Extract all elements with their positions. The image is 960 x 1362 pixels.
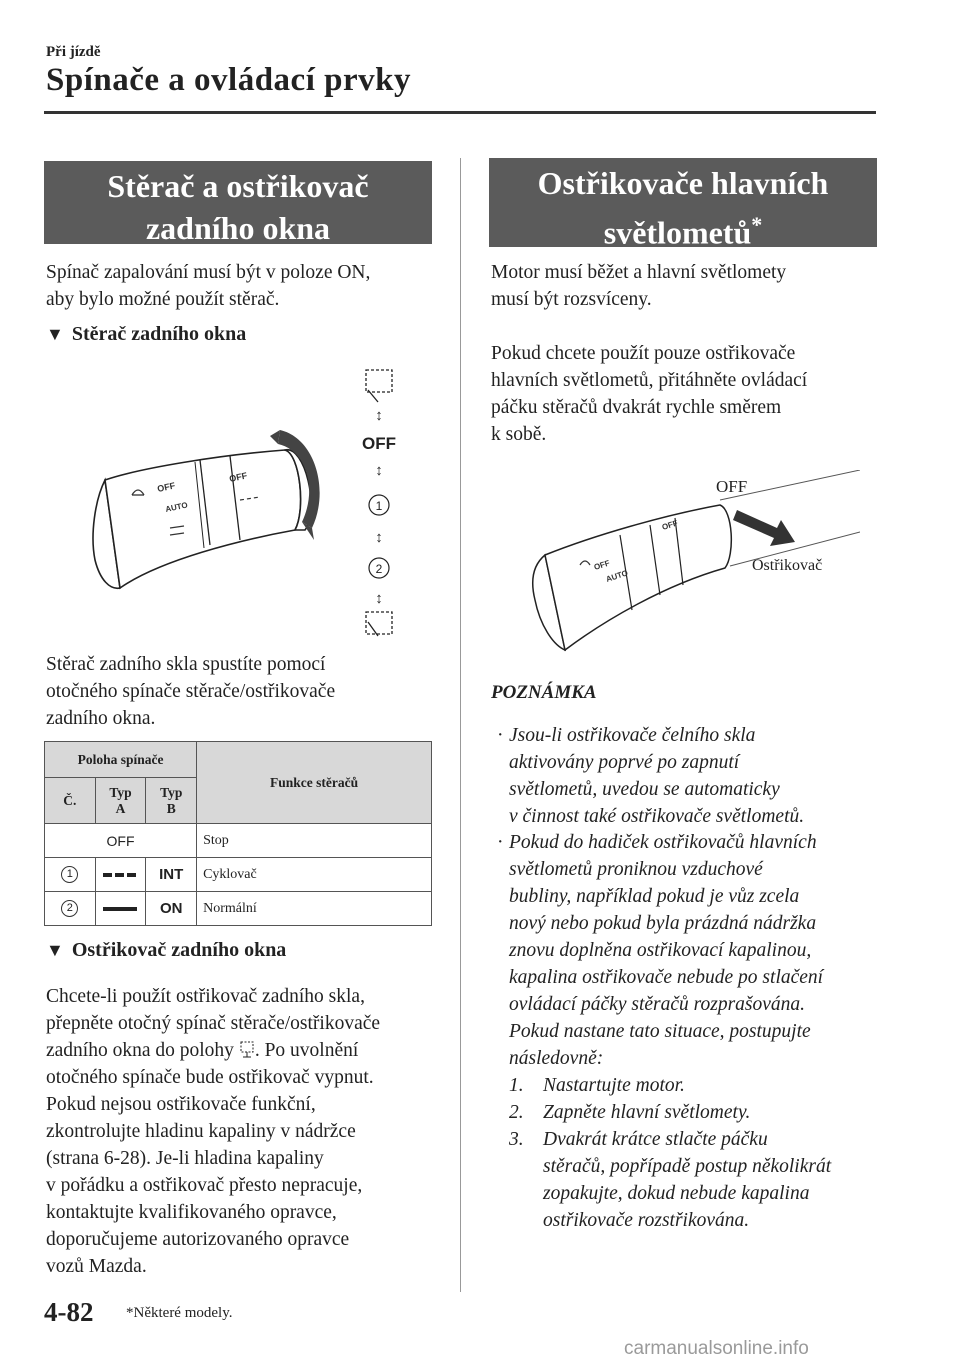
- stalk-body: [105, 450, 301, 588]
- subhead-text: Stěrač zadního okna: [71, 323, 247, 345]
- text-line: Motor musí běžet a hlavní světlomety: [491, 262, 787, 283]
- dashed-line-icon: [103, 872, 137, 878]
- table-cell-no: 2: [45, 892, 96, 926]
- text-line: v činnost také ostřikovače světlometů.: [509, 806, 805, 827]
- text-line: zadního okna.: [46, 708, 156, 729]
- table-header-type-b: Typ B: [146, 778, 197, 824]
- text-line: stěračů, popřípadě postup několikrát: [543, 1156, 832, 1177]
- stalk-label-off-rear: OFF: [228, 470, 249, 484]
- figure-label-step-2: 2: [375, 562, 383, 576]
- stalk-label-off-rear: OFF: [660, 518, 679, 532]
- note-title: POZNÁMKA: [491, 682, 597, 703]
- pull-arrow: [733, 510, 795, 546]
- rear-washer-inline-icon: [239, 1041, 255, 1058]
- text-line: zadního okna do polohy . Po uvolnění: [46, 1040, 359, 1061]
- note-item-2: [497, 829, 824, 1072]
- rear-wiper-stalk-figure: [80, 360, 410, 645]
- text-line: Jsou-li ostřikovače čelního skla: [509, 725, 756, 746]
- text-line: doporučujeme autorizovaného opravce: [46, 1229, 350, 1250]
- figure-label-off: OFF: [362, 434, 396, 453]
- wiper-position-table: [44, 741, 432, 926]
- bullet-icon: ·: [497, 832, 504, 853]
- table-cell-type-a: [95, 892, 146, 926]
- text-line: vozů Mazda.: [46, 1256, 147, 1277]
- footnote: *Některé modely.: [126, 1305, 233, 1321]
- page-number: 4-82: [44, 1297, 94, 1327]
- table-cell-function: Cyklovač: [197, 858, 432, 892]
- text-line: znovu doplněna ostřikovací kapalinou,: [509, 940, 812, 961]
- figure-label-washer: Ostřikovač: [752, 557, 823, 574]
- text-line: Pokud nastane tato situace, postupujte: [509, 1021, 811, 1042]
- triangle-bullet-icon: ▼: [46, 940, 64, 960]
- text-line: přepněte otočný spínač stěrače/ostřikovače: [46, 1013, 381, 1034]
- table-cell-off: OFF: [45, 824, 197, 858]
- left-banner-line-2: zadního okna: [145, 210, 331, 246]
- updown-arrow-icon: ↕: [375, 591, 383, 607]
- text-line: hlavních světlometů, přitáhněte ovládací: [491, 370, 808, 391]
- stalk-body: [545, 505, 731, 650]
- left-section-banner: [44, 161, 432, 244]
- stalk-label-auto: AUTO: [164, 500, 189, 514]
- table-header-function: Funkce stěračů: [197, 742, 432, 824]
- section-label: Při jízdě: [46, 44, 101, 60]
- right-banner-line-2: světlometů*: [603, 212, 763, 251]
- left-intro: [46, 259, 370, 313]
- text-line: (strana 6-28). Je-li hladina kapaliny: [46, 1148, 324, 1169]
- text-line: následovně:: [509, 1048, 604, 1069]
- table-cell-function: Stop: [197, 824, 432, 858]
- table-cell-type-b: ON: [146, 892, 197, 926]
- text-line: Pokud do hadiček ostřikovačů hlavních: [509, 832, 817, 853]
- updown-arrow-icon: ↕: [375, 463, 383, 479]
- text-line: k sobě.: [491, 424, 547, 445]
- stalk-label-off: OFF: [156, 480, 177, 494]
- text-line: kapalina ostřikovače nebude po stlačení: [509, 967, 824, 988]
- figure-label-step-1: 1: [375, 499, 383, 513]
- text-line: Stěrač zadního skla spustíte pomocí: [46, 654, 326, 675]
- triangle-bullet-icon: ▼: [46, 324, 64, 344]
- watermark: carmanualsonline.info: [624, 1338, 809, 1359]
- subhead-rear-wiper: [46, 323, 246, 346]
- subhead-text: Ostřikovač zadního okna: [71, 939, 287, 961]
- table-cell-type-a: [95, 858, 146, 892]
- text-line: světlometů proniknou vzduchové: [509, 859, 763, 880]
- figure-label-off: OFF: [716, 477, 748, 496]
- page-title: Spínače a ovládací prvky: [46, 62, 411, 98]
- list-item: 3. Dvakrát krátce stlačte páčku: [509, 1129, 768, 1150]
- text-line: v pořádku a ostřikovač přesto nepracuje,: [46, 1175, 363, 1196]
- text-line: Pokud nejsou ostřikovače funkční,: [46, 1094, 316, 1115]
- solid-line-icon: [103, 906, 137, 912]
- list-item: 2. Zapněte hlavní světlomety.: [509, 1102, 751, 1123]
- right-para-1: [491, 259, 786, 313]
- text-line: musí být rozsvíceny.: [491, 289, 652, 310]
- left-para-1: [46, 651, 335, 732]
- left-banner-line-1: Stěrač a ostřikovač: [107, 168, 369, 204]
- text-line: aktivovány poprvé po zapnutí: [509, 752, 740, 773]
- table-row: [45, 858, 432, 892]
- right-para-2: [491, 340, 807, 448]
- right-banner-line-1: Ostřikovače hlavních: [537, 165, 829, 201]
- table-row: [45, 892, 432, 926]
- list-item: 1. Nastartujte motor.: [509, 1075, 685, 1096]
- text-line: aby bylo možné použít stěrač.: [46, 289, 280, 310]
- text-line: páčku stěračů dvakrát rychle směrem: [491, 397, 782, 418]
- rear-washer-bottom-icon: [366, 612, 392, 636]
- footnote-asterisk: *: [751, 212, 763, 237]
- table-header-type-a: Typ A: [95, 778, 146, 824]
- stalk-label-off: OFF: [592, 558, 611, 572]
- table-cell-function: Normální: [197, 892, 432, 926]
- text-line: bubliny, například pokud je vůz zcela: [509, 886, 800, 907]
- left-para-2: [46, 983, 446, 1280]
- text-line: nový nebo pokud byla prázdná nádržka: [509, 913, 817, 934]
- bullet-icon: ·: [497, 725, 504, 746]
- headlight-washer-figure: [515, 470, 860, 680]
- text-line: zopakujte, dokud nebude kapalina: [543, 1183, 810, 1204]
- table-cell-type-b: INT: [146, 858, 197, 892]
- text-line: otočného spínače bude ostřikovač vypnut.: [46, 1067, 374, 1088]
- text-line: Spínač zapalování musí být v poloze ON,: [46, 262, 371, 283]
- text-line: ostřikovače rozstřikována.: [543, 1210, 750, 1231]
- stalk-label-auto: AUTO: [604, 568, 630, 584]
- text-line: světlometů, uvedou se automaticky: [509, 779, 780, 800]
- rear-wiper-top-icon: [366, 370, 392, 402]
- table-cell-no: 1: [45, 858, 96, 892]
- note-item-1: [497, 722, 805, 830]
- table-header-position: Poloha spínače: [45, 742, 197, 778]
- text-line: kontaktujte kvalifikovaného opravce,: [46, 1202, 337, 1223]
- column-divider: [460, 158, 461, 1292]
- table-row: [45, 824, 432, 858]
- right-section-banner: [489, 158, 877, 251]
- table-header-no: Č.: [45, 778, 96, 824]
- header-divider: [44, 111, 876, 114]
- text-line: ovládací páčky stěračů rozprašována.: [509, 994, 806, 1015]
- text-line: otočného spínače stěrače/ostřikovače: [46, 681, 336, 702]
- text-line: zkontrolujte hladinu kapaliny v nádržce: [46, 1121, 356, 1142]
- updown-arrow-icon: ↕: [375, 530, 383, 546]
- updown-arrow-icon: ↕: [375, 408, 383, 424]
- text-line: Pokud chcete použít pouze ostřikovače: [491, 343, 796, 364]
- subhead-rear-washer: [46, 939, 286, 962]
- text-line: Chcete-li použít ostřikovač zadního skla,: [46, 986, 365, 1007]
- steps-list: [509, 1072, 831, 1234]
